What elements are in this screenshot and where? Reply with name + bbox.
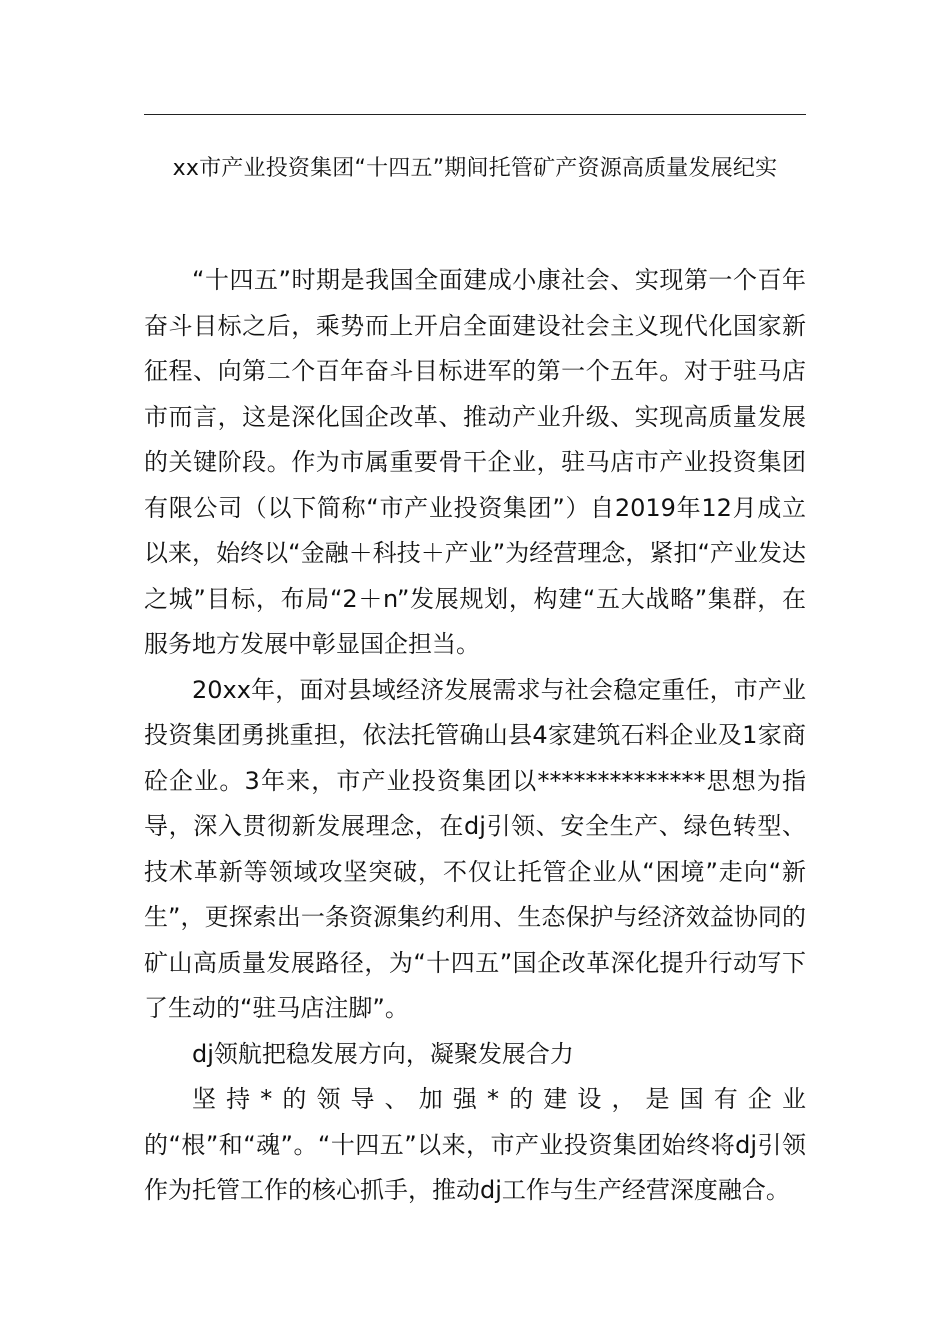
document-title: xx市产业投资集团“十四五”期间托管矿产资源高质量发展纪实	[172, 156, 778, 181]
document-body	[144, 258, 806, 1214]
section-heading: dj领航把稳发展方向，凝聚发展合力	[192, 1039, 574, 1068]
paragraph: 坚持*的领导、加强*的建设，是国有企业的“根”和“魂”。“十四五”以来，市产业投资集团始终将dj引领作为托管工作的核心抓手，推动dj工作与生产经营深度融合。	[144, 1085, 806, 1204]
paragraph: “十四五”时期是我国全面建成小康社会、实现第一个百年奋斗目标之后，乘势而上开启全面建设社会主义现代化国家新征程、向第二个百年奋斗目标进军的第一个五年。对于驻马店市而言，这是深化国企改革、推动产业升级、实现高质量发展的关键阶段。作为市属重要骨干企业，驻马店市产业投资集团有限公司（以下简称“市产业投资集团”）自2019年12月成立以来，始终以“金融＋科技＋产业”为经营理念，紧扣“产业发达之城”目标，布局“2＋n”发展规划，构建“五大战略”集群，在服务地方发展中彰显国企担当。	[144, 266, 806, 658]
paragraph: 20xx年，面对县域经济发展需求与社会稳定重任，市产业投资集团勇挑重担，依法托管确山县4家建筑石料企业及1家商砼企业。3年来，市产业投资集团以**************思想为指导，深入贯彻新发展理念，在dj引领、安全生产、绿色转型、技术革新等领域攻坚突破，不仅让托管企业从“困境”走向“新生”，更探索出一条资源集约利用、生态保护与经济效益协同的矿山高质量发展路径，为“十四五”国企改革深化提升行动写下了生动的“驻马店注脚”。	[144, 675, 806, 1022]
header-rule	[144, 114, 806, 115]
